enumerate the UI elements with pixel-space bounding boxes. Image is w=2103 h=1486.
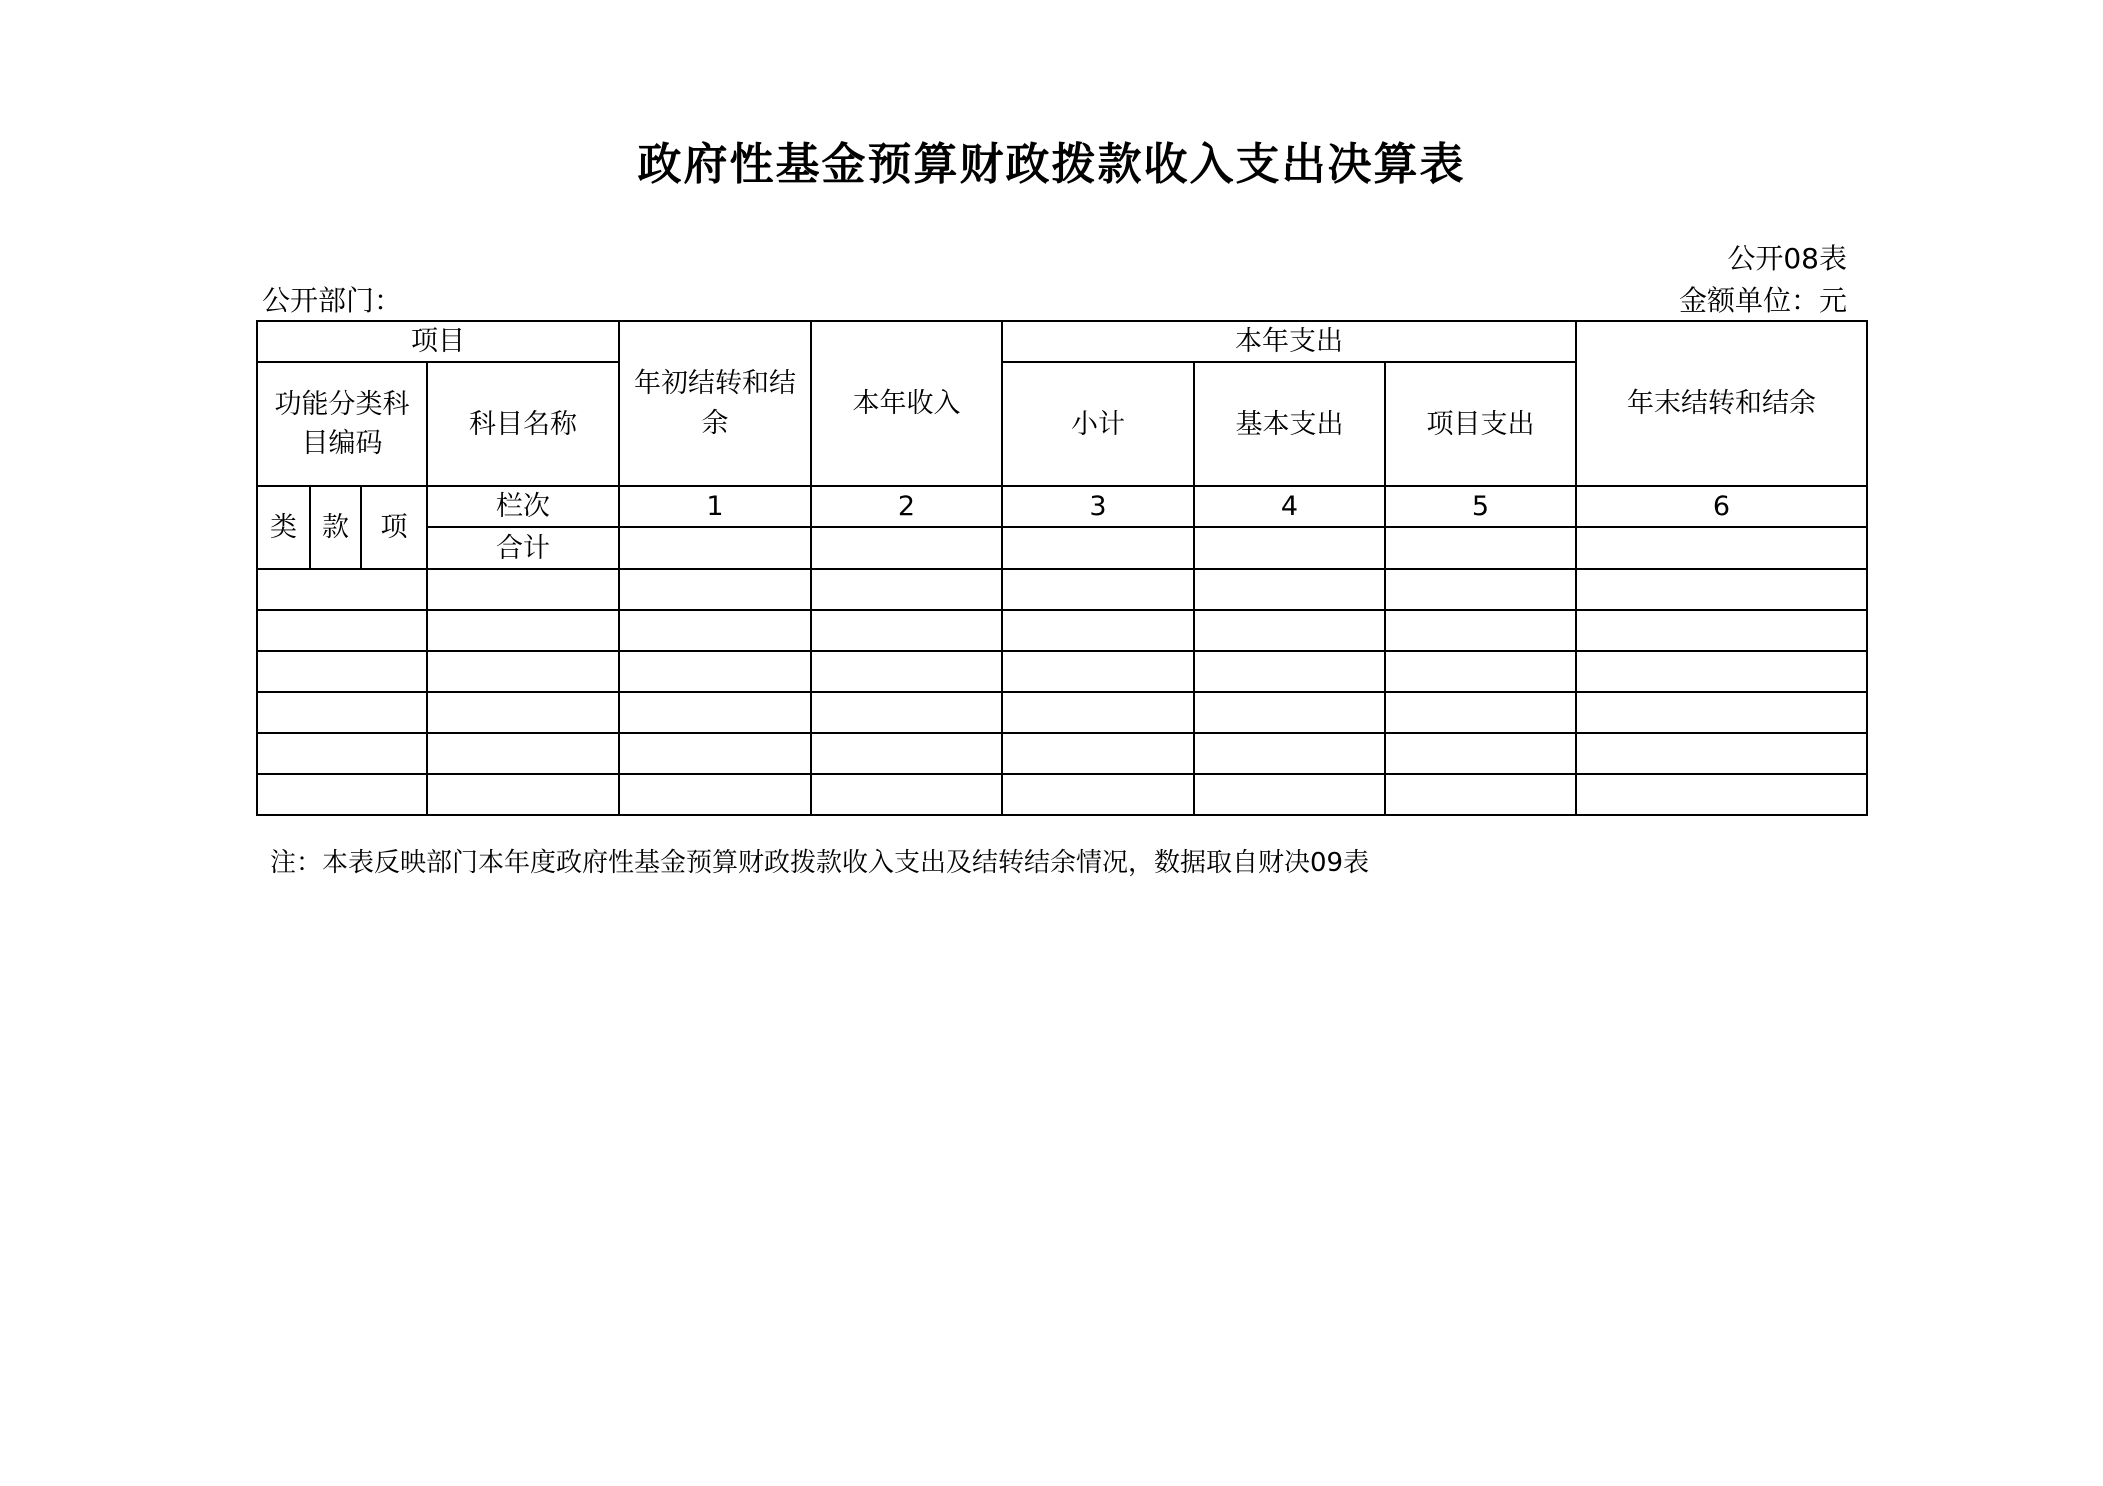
table-note: 注：本表反映部门本年度政府性基金预算财政拨款收入支出及结转结余情况，数据取自财决09表 [270,848,1370,878]
total-cell [1576,527,1867,569]
table-cell [1576,651,1867,692]
table-cell [1385,774,1576,815]
table-row [257,610,1867,651]
table-cell [811,733,1002,774]
table-cell [811,692,1002,733]
table-cell [427,610,619,651]
table-cell [619,774,811,815]
table-cell [1194,774,1385,815]
table-cell [1576,692,1867,733]
table-cell [1576,733,1867,774]
column-number: 6 [1576,486,1867,527]
table-cell [1002,692,1194,733]
table-cell [619,733,811,774]
table-cell [1194,610,1385,651]
table-cell [257,774,427,815]
table-cell [619,651,811,692]
table-cell [257,610,427,651]
total-label: 合计 [427,527,619,569]
table-cell [257,733,427,774]
table-cell [1194,692,1385,733]
table-cell [1194,733,1385,774]
header-current-income: 本年收入 [811,321,1002,486]
column-number: 3 [1002,486,1194,527]
total-cell [811,527,1002,569]
table-cell [1385,569,1576,610]
department-label: 公开部门： [262,284,403,317]
table-cell [427,774,619,815]
table-cell [811,569,1002,610]
column-label: 栏次 [427,486,619,527]
table-cell [1576,569,1867,610]
header-current-expense: 本年支出 [1002,321,1576,362]
table-cell [1385,692,1576,733]
table-cell [257,569,427,610]
header-subtotal: 小计 [1002,362,1194,486]
table-cell [1194,569,1385,610]
column-number: 2 [811,486,1002,527]
table-cell [427,569,619,610]
total-cell [1002,527,1194,569]
table-row [257,569,1867,610]
table-row [257,692,1867,733]
table-row [257,651,1867,692]
table-cell [811,610,1002,651]
total-cell [619,527,811,569]
table-cell [811,651,1002,692]
header-subject-name: 科目名称 [427,362,619,486]
column-number: 5 [1385,486,1576,527]
table-cell [1385,610,1576,651]
total-cell [1194,527,1385,569]
page-title: 政府性基金预算财政拨款收入支出决算表 [637,139,1466,190]
header-basic-expense: 基本支出 [1194,362,1385,486]
header-func-code: 功能分类科目编码 [257,362,427,486]
budget-table [256,320,1868,816]
table-row [257,733,1867,774]
header-begin-balance: 年初结转和结余 [619,321,811,486]
header-lei: 类 [257,486,310,569]
table-cell [1002,774,1194,815]
table-cell [427,692,619,733]
data-rows [257,569,1867,815]
table-row [257,774,1867,815]
table-cell [619,569,811,610]
header-xiang: 项 [361,486,427,569]
table-cell [257,651,427,692]
table-cell [1576,610,1867,651]
column-number: 4 [1194,486,1385,527]
table-cell [1385,733,1576,774]
table-cell [427,733,619,774]
table-cell [811,774,1002,815]
amount-unit: 金额单位：元 [1678,284,1847,317]
table-cell [1194,651,1385,692]
table-cell [1576,774,1867,815]
header-project: 项目 [257,321,619,362]
header-end-balance: 年末结转和结余 [1576,321,1867,486]
table-cell [1002,651,1194,692]
total-cell [1385,527,1576,569]
table-cell [1002,733,1194,774]
table-cell [1385,651,1576,692]
header-project-expense: 项目支出 [1385,362,1576,486]
table-cell [257,692,427,733]
column-number: 1 [619,486,811,527]
header-kuan: 款 [310,486,361,569]
table-cell [1002,569,1194,610]
table-cell [1002,610,1194,651]
table-cell [619,610,811,651]
table-cell [427,651,619,692]
table-number: 公开08表 [1727,242,1847,275]
table-cell [619,692,811,733]
